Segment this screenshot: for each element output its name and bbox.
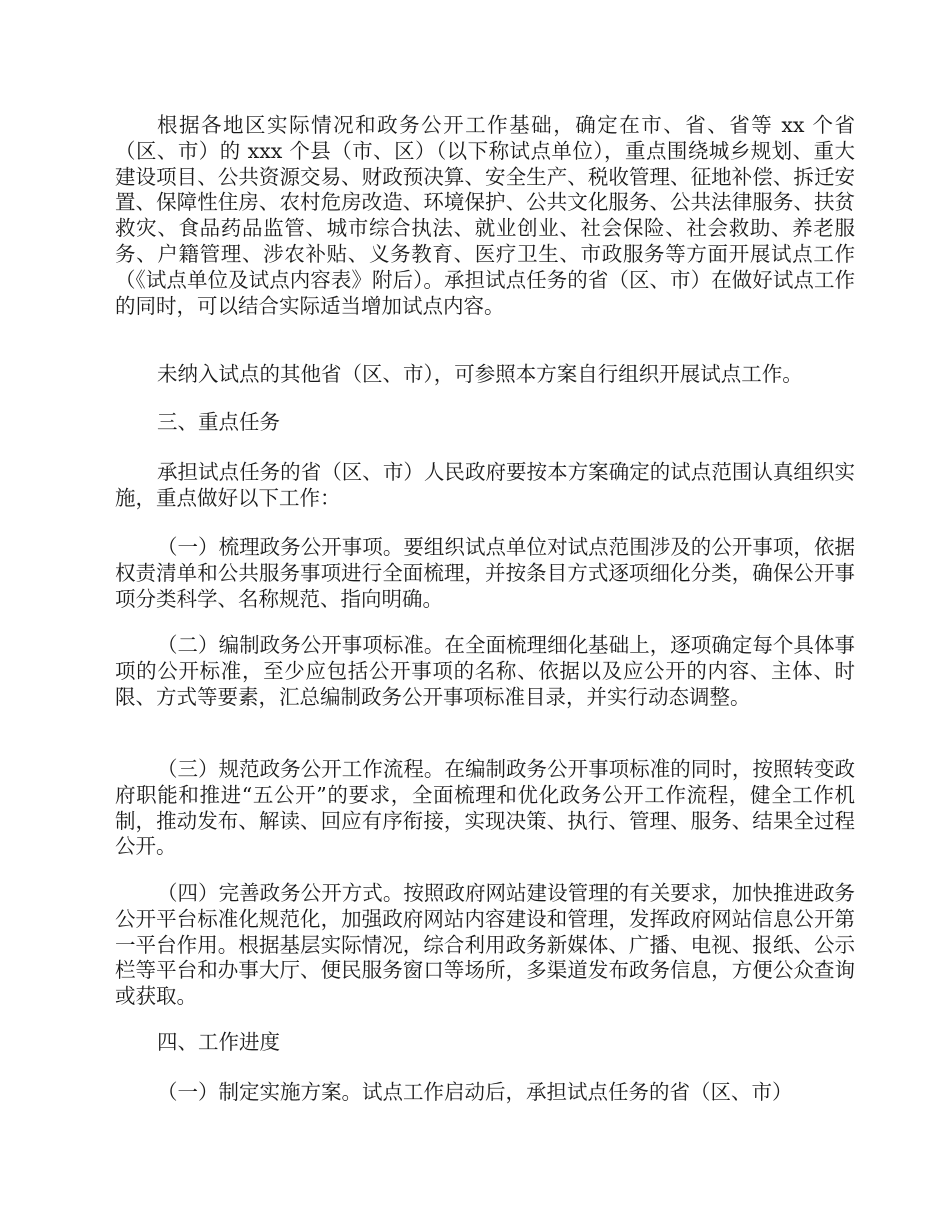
- paragraph-task-4: （四）完善政务公开方式。按照政府网站建设管理的有关要求，加快推进政务公开平台标准化规范化，加强政府网站内容建设和管理，发挥政府网站信息公开第一平台作用。根据基层实际情况，综合利用政务新媒体、广播、电视、报纸、公示栏等平台和办事大厅、便民服务窗口等场所，多渠道发布政务信息，方便公众查询或获取。: [115, 881, 855, 1009]
- heading-key-tasks: 三、重点任务: [157, 410, 280, 434]
- paragraph-key-tasks-intro: 承担试点任务的省（区、市）人民政府要按本方案确定的试点范围认真组织实施，重点做好以下工作：: [115, 460, 855, 510]
- paragraph-task-2: （二）编制政务公开事项标准。在全面梳理细化基础上，逐项确定每个具体事项的公开标准，至少应包括公开事项的名称、依据以及应公开的内容、主体、时限、方式等要素，汇总编制政务公开事项标准目录，并实行动态调整。: [115, 633, 855, 709]
- paragraph-pilot-scope: 根据各地区实际情况和政务公开工作基础，确定在市、省、省等 xx 个省（区、市）的 xxx 个县（市、区）（以下称试点单位），重点围绕城乡规划、重大建设项目、公共资源交易、财政预决算、安全生产、税收管理、征地补偿、拆迁安置、保障性住房、农村危房改造、环境保护、公共文化服务、公共法律服务、扶贫救灾、食品药品监管、城市综合执法、就业创业、社会保险、社会救助、养老服务、户籍管理、涉农补贴、义务教育、医疗卫生、市政服务等方面开展试点工作（《试点单位及试点内容表》附后）。承担试点任务的省（区、市）在做好试点工作的同时，可以结合实际适当增加试点内容。: [115, 113, 855, 318]
- paragraph-non-pilot: 未纳入试点的其他省（区、市），可参照本方案自行组织开展试点工作。: [157, 362, 803, 386]
- paragraph-task-3: （三）规范政务公开工作流程。在编制政务公开事项标准的同时，按照转变政府职能和推进“五公开”的要求，全面梳理和优化政务公开工作流程，健全工作机制，推动发布、解读、回应有序衔接，实现决策、执行、管理、服务、结果全过程公开。: [115, 757, 855, 859]
- paragraph-task-1: （一）梳理政务公开事项。要组织试点单位对试点范围涉及的公开事项，依据权责清单和公共服务事项进行全面梳理，并按条目方式逐项细化分类，确保公开事项分类科学、名称规范、指向明确。: [115, 535, 855, 611]
- paragraph-progress-1: （一）制定实施方案。试点工作启动后，承担试点任务的省（区、市）: [157, 1080, 793, 1104]
- heading-work-progress: 四、工作进度: [157, 1030, 280, 1054]
